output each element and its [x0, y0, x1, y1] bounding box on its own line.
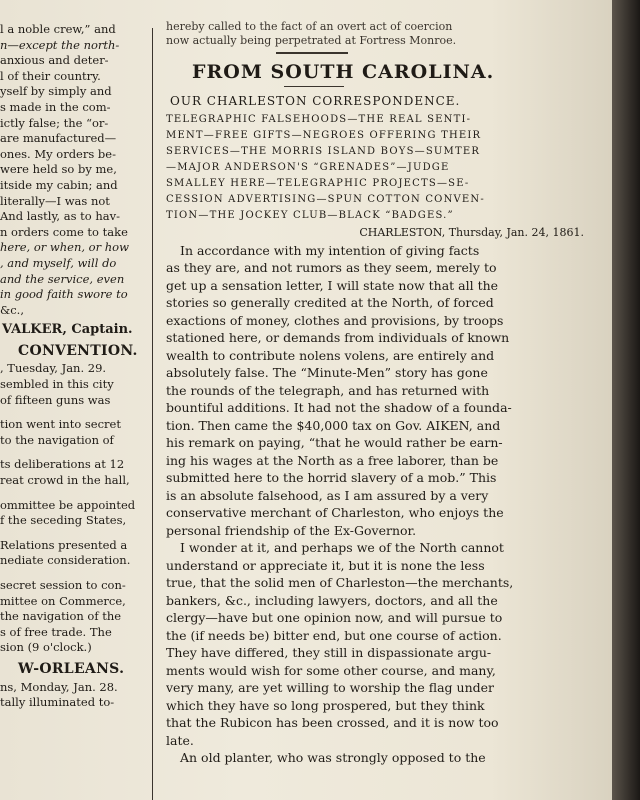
body-line: ing his wages at the North as a free laborer, than be	[166, 452, 499, 468]
text-line: n orders come to take	[0, 224, 128, 239]
text-line: are manufactured—	[0, 131, 117, 146]
text-line: ts deliberations at 12	[0, 457, 125, 472]
text-line: s made in the com-	[0, 99, 111, 114]
text-line: , Tuesday, Jan. 29.	[0, 361, 107, 376]
convention-heading: CONVENTION.	[18, 342, 138, 359]
paragraph-gap	[0, 569, 148, 578]
text-line: ns, Monday, Jan. 28.	[0, 679, 118, 694]
text-line: sembled in this city	[0, 377, 114, 392]
body-line: clergy—have but one opinion now, and will pursue to	[166, 610, 503, 625]
summary-line: TELEGRAPHIC FALSEHOODS—THE REAL SENTI-	[166, 114, 472, 125]
summary-line: —MAJOR ANDERSON'S “GRENADES”—JUDGE	[166, 162, 450, 173]
body-line: tion. Then came the $40,000 tax on Gov. AIKEN, and	[166, 417, 501, 433]
summary-line: SMALLEY HERE—TELEGRAPHIC PROJECTS—SE-	[166, 178, 470, 189]
text-line: ones. My orders be-	[0, 146, 116, 161]
summary-line: TION—THE JOCKEY CLUB—BLACK “BADGES.”	[166, 210, 454, 221]
body-line: I wonder at it, and perhaps we of the North cannot	[180, 540, 504, 555]
text-line: ommittee be appointed	[0, 497, 136, 512]
paragraph-gap	[0, 489, 148, 498]
paragraph-gap	[0, 408, 148, 417]
text-line: now actually being perpetrated at Fortress Monroe.	[166, 34, 457, 47]
text-line: &c.,	[0, 302, 24, 317]
text-line: n—except the north-	[0, 37, 120, 52]
dateline: CHARLESTON, Thursday, Jan. 24, 1861.	[359, 226, 584, 239]
text-line: the navigation of the	[0, 609, 122, 624]
body-line: understand or appreciate it, but it is none the less	[166, 557, 485, 573]
text-line: And lastly, as to hav-	[0, 209, 121, 224]
convention-text	[0, 361, 148, 656]
body-line: stationed here, or demands from individuals of known	[166, 330, 510, 345]
left-column	[0, 22, 148, 800]
text-line: secret session to con-	[0, 578, 126, 592]
orleans-text	[0, 680, 148, 711]
body-line: absolutely false. The “Minute-Men” story has gone	[166, 365, 488, 380]
body-line: as they are, and not rumors as they seem, merely to	[166, 260, 497, 275]
text-line: ictly false; the “or-	[0, 115, 109, 130]
text-line: hereby called to the fact of an overt act of coercion	[166, 20, 453, 33]
correspondence-heading: OUR CHARLESTON CORRESPONDENCE.	[170, 93, 461, 108]
body-line: bountiful additions. It had not the shadow of a founda-	[166, 400, 512, 415]
body-line: his remark on paying, “that he would rather be earn-	[166, 435, 503, 450]
text-line: to the navigation of	[0, 432, 114, 447]
body-line: is an absolute falsehood, as I am assured by a very	[166, 487, 489, 503]
text-line: yself by simply and	[0, 84, 112, 99]
column-rule	[152, 28, 153, 800]
body-line: An old planter, who was strongly opposed to the	[180, 750, 486, 765]
summary-line: SERVICES—THE MORRIS ISLAND BOYS—SUMTER	[166, 146, 481, 157]
text-line: of fifteen guns was	[0, 392, 111, 407]
text-line: reat crowd in the hall,	[0, 473, 130, 488]
continued-text	[166, 20, 604, 48]
title-divider	[284, 86, 344, 87]
text-line: Relations presented a	[0, 537, 128, 552]
body-line: stories so generally credited at the North, of forced	[166, 295, 494, 310]
body-line: exactions of money, clothes and provisions, by troops	[166, 312, 504, 328]
summary-line: CESSION ADVERTISING—SPUN COTTON CONVEN-	[166, 194, 485, 205]
text-line: were held so by me,	[0, 162, 117, 177]
left-column-text	[0, 22, 148, 318]
body-line: wealth to contribute nolens volens, are entirely and	[166, 347, 495, 363]
body-line: true, that the solid men of Charleston—the merchants,	[166, 575, 514, 590]
text-line: nediate consideration.	[0, 553, 131, 568]
summary-line: MENT—FREE GIFTS—NEGROES OFFERING THEIR	[166, 130, 482, 141]
body-line: ments would wish for some other course, and many,	[166, 662, 496, 678]
body-line: In accordance with my intention of giving facts	[180, 242, 480, 258]
body-line: that the Rubicon has been crossed, and it is now too	[166, 715, 499, 730]
text-line: f the seceding States,	[0, 513, 127, 528]
body-line: They have differed, they still in dispassionate argu-	[166, 645, 492, 660]
body-line: late.	[166, 732, 194, 748]
text-line: tally illuminated to-	[0, 695, 115, 710]
text-line: mittee on Commerce,	[0, 593, 126, 608]
text-line: anxious and deter-	[0, 53, 109, 68]
right-column	[166, 20, 604, 800]
text-line: l a noble crew,” and	[0, 22, 116, 36]
article-body	[166, 242, 604, 767]
text-line: here, or when, or how	[0, 240, 129, 255]
text-line: itside my cabin; and	[0, 177, 118, 192]
body-line: the (if needs be) bitter end, but one course of action.	[166, 627, 502, 643]
text-line: s of free trade. The	[0, 624, 112, 639]
body-line: get up a sensation letter, I will state now that all the	[166, 277, 499, 293]
text-line: in good faith swore to	[0, 287, 128, 302]
paragraph-gap	[0, 529, 148, 538]
body-line: which they have so long prospered, but they think	[166, 697, 485, 713]
signature: VALKER, Captain.	[2, 322, 133, 338]
body-line: conservative merchant of Charleston, who enjoys the	[166, 505, 504, 520]
paragraph-gap	[0, 448, 148, 457]
body-line: the rounds of the telegraph, and has returned with	[166, 382, 490, 398]
article-title: FROM SOUTH CAROLINA.	[192, 61, 495, 83]
text-line: literally—I was not	[0, 193, 110, 208]
body-line: personal friendship of the Ex-Governor.	[166, 522, 417, 538]
body-line: bankers, &c., including lawyers, doctors, and all the	[166, 592, 498, 608]
section-divider	[276, 52, 348, 54]
binding-shadow	[612, 0, 640, 800]
text-line: l of their country.	[0, 68, 101, 83]
text-line: sion (9 o'clock.)	[0, 640, 92, 655]
article-summary	[166, 112, 604, 224]
body-line: very many, are yet willing to worship the flag under	[166, 680, 494, 695]
body-line: submitted here to the horrid slavery of a mob.” This	[166, 470, 497, 485]
text-line: tion went into secret	[0, 417, 121, 432]
text-line: , and myself, will do	[0, 255, 117, 270]
text-line: and the service, even	[0, 271, 125, 286]
orleans-heading: W-ORLEANS.	[18, 660, 125, 677]
